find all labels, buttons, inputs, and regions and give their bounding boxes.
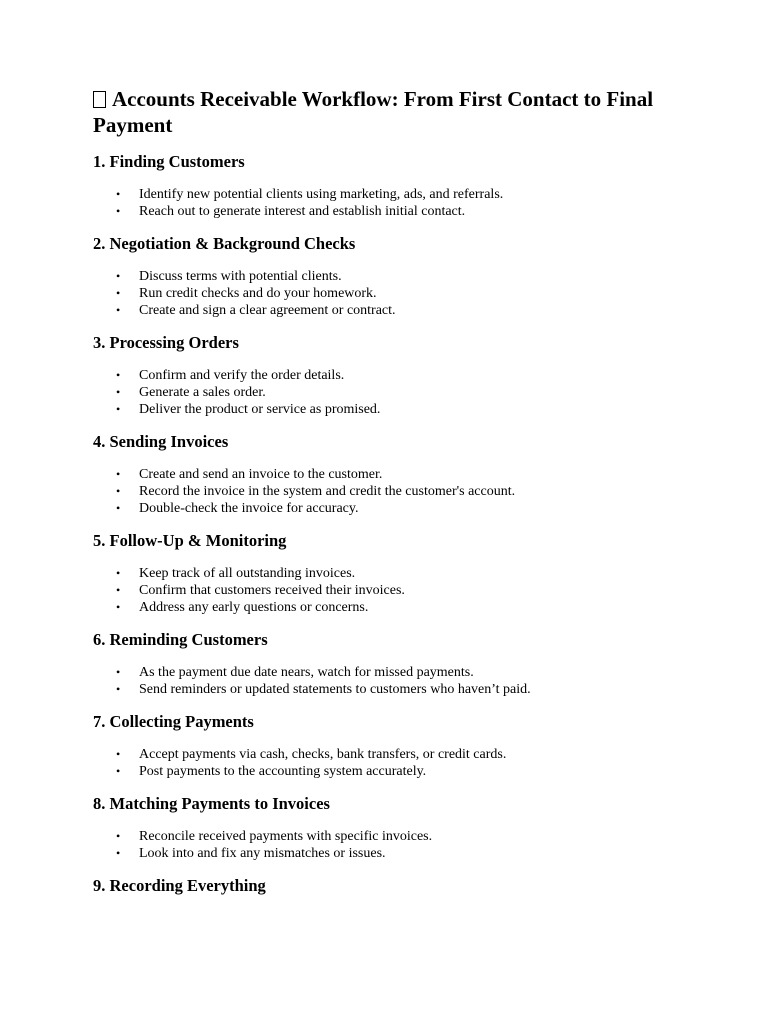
list-item-text: Identify new potential clients using marketing, ads, and referrals. xyxy=(139,187,504,202)
bullet-icon: • xyxy=(116,682,121,696)
list-item xyxy=(116,384,708,401)
list-item-text: Reconcile received payments with specific invoices. xyxy=(139,829,433,844)
list-item-text: Create and send an invoice to the customer. xyxy=(139,467,383,482)
list-item xyxy=(116,664,708,681)
section-heading: 7. Collecting Payments xyxy=(93,712,254,731)
list-item-text: Reach out to generate interest and establish initial contact. xyxy=(139,204,466,219)
list-item xyxy=(116,401,708,418)
bullet-icon: • xyxy=(116,368,121,382)
list-item-text: Post payments to the accounting system accurately. xyxy=(139,764,427,779)
list-item-text: Accept payments via cash, checks, bank transfers, or credit cards. xyxy=(139,747,507,762)
list-item xyxy=(116,367,708,384)
list-item-text: Generate a sales order. xyxy=(139,385,266,400)
bullet-icon: • xyxy=(116,286,121,300)
bullet-icon: • xyxy=(116,303,121,317)
bullet-list xyxy=(93,466,708,517)
section-heading: 2. Negotiation & Background Checks xyxy=(93,234,356,253)
list-item-text: Deliver the product or service as promised. xyxy=(139,402,381,417)
list-item xyxy=(116,466,708,483)
section-heading: 4. Sending Invoices xyxy=(93,432,229,451)
list-item xyxy=(116,828,708,845)
list-item-text: Keep track of all outstanding invoices. xyxy=(139,566,356,581)
bullet-icon: • xyxy=(116,269,121,283)
list-item-text: Address any early questions or concerns. xyxy=(139,600,369,615)
bullet-icon: • xyxy=(116,566,121,580)
bullet-icon: • xyxy=(116,204,121,218)
section-heading: 5. Follow-Up & Monitoring xyxy=(93,531,287,550)
document-title xyxy=(93,86,708,138)
list-item-text: Run credit checks and do your homework. xyxy=(139,286,377,301)
list-item-text: Send reminders or updated statements to customers who haven’t paid. xyxy=(139,682,531,697)
bullet-icon: • xyxy=(116,402,121,416)
bullet-list xyxy=(93,186,708,220)
bullet-list xyxy=(93,746,708,780)
list-item xyxy=(116,203,708,220)
list-item-text: Create and sign a clear agreement or contract. xyxy=(139,303,396,318)
document-title-text: Accounts Receivable Workflow: From First Contact to Final Payment xyxy=(93,87,654,137)
list-item-text: Discuss terms with potential clients. xyxy=(139,269,342,284)
list-item xyxy=(116,302,708,319)
section-heading: 3. Processing Orders xyxy=(93,333,239,352)
section-heading: 9. Recording Everything xyxy=(93,876,266,895)
section-heading: 1. Finding Customers xyxy=(93,152,245,171)
sections-container xyxy=(93,152,708,896)
list-item xyxy=(116,582,708,599)
bullet-icon: • xyxy=(116,665,121,679)
list-item xyxy=(116,681,708,698)
list-item-text: Record the invoice in the system and credit the customer's account. xyxy=(139,484,516,499)
list-item xyxy=(116,845,708,862)
bullet-list xyxy=(93,565,708,616)
list-item xyxy=(116,186,708,203)
list-item xyxy=(116,565,708,582)
bullet-icon: • xyxy=(116,764,121,778)
bullet-list xyxy=(93,664,708,698)
bullet-icon: • xyxy=(116,501,121,515)
list-item xyxy=(116,483,708,500)
bullet-icon: • xyxy=(116,467,121,481)
list-item-text: Look into and fix any mismatches or issues. xyxy=(139,846,386,861)
list-item-text: Confirm and verify the order details. xyxy=(139,368,345,383)
bullet-icon: • xyxy=(116,600,121,614)
section-heading: 6. Reminding Customers xyxy=(93,630,268,649)
list-item xyxy=(116,268,708,285)
list-item-text: As the payment due date nears, watch for missed payments. xyxy=(139,665,474,680)
bullet-icon: • xyxy=(116,829,121,843)
list-item xyxy=(116,599,708,616)
list-item xyxy=(116,500,708,517)
list-item xyxy=(116,285,708,302)
list-item-text: Double-check the invoice for accuracy. xyxy=(139,501,359,516)
list-item xyxy=(116,746,708,763)
bullet-list xyxy=(93,268,708,319)
bullet-icon: • xyxy=(116,583,121,597)
bullet-list xyxy=(93,828,708,862)
bullet-list xyxy=(93,367,708,418)
bullet-icon: • xyxy=(116,187,121,201)
section-heading: 8. Matching Payments to Invoices xyxy=(93,794,330,813)
placeholder-box-icon xyxy=(93,91,106,108)
bullet-icon: • xyxy=(116,484,121,498)
list-item xyxy=(116,763,708,780)
bullet-icon: • xyxy=(116,385,121,399)
list-item-text: Confirm that customers received their invoices. xyxy=(139,583,405,598)
bullet-icon: • xyxy=(116,747,121,761)
bullet-icon: • xyxy=(116,846,121,860)
